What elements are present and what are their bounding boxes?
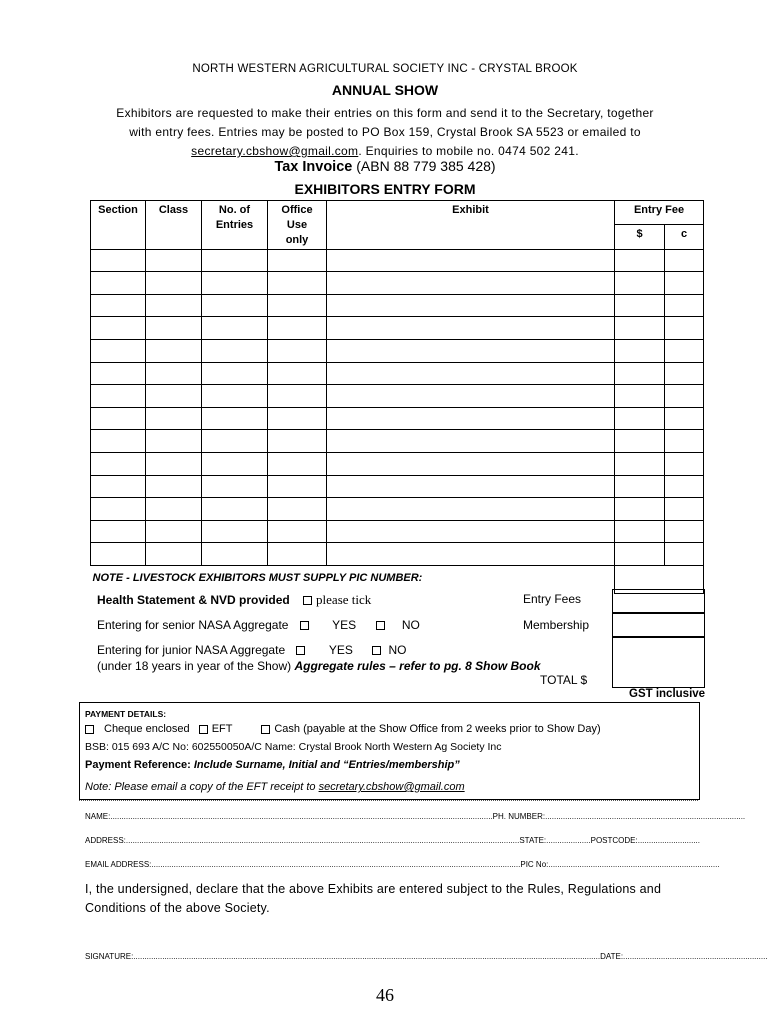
entry-cell[interactable] [202, 272, 268, 295]
phone-label: PH. NUMBER: [492, 812, 546, 821]
header-section: Section [91, 201, 146, 250]
entry-cell[interactable] [146, 339, 202, 362]
entry-cell[interactable] [268, 339, 327, 362]
junior-aggregate-row [97, 643, 407, 657]
entry-cell[interactable] [615, 317, 665, 340]
entry-cell[interactable] [665, 407, 704, 430]
entry-cell[interactable] [91, 362, 146, 385]
entry-cell[interactable] [327, 294, 615, 317]
entry-cell[interactable] [327, 452, 615, 475]
secretary-email-link[interactable]: secretary.cbshow@gmail.com [191, 144, 359, 158]
entry-cell[interactable] [327, 272, 615, 295]
entry-cell[interactable] [268, 543, 327, 566]
payment-reference-label: Payment Reference: [85, 759, 191, 771]
entry-cell[interactable] [327, 249, 615, 272]
entry-cell[interactable] [665, 362, 704, 385]
junior-yes-label: YES [328, 643, 353, 657]
entry-cell[interactable] [202, 475, 268, 498]
intro-text [0, 104, 770, 161]
page-number: 46 [376, 985, 394, 1005]
entry-cell[interactable] [268, 385, 327, 408]
tax-invoice-line [0, 158, 770, 175]
entry-cell[interactable] [146, 543, 202, 566]
entry-cell[interactable] [146, 430, 202, 453]
senior-aggregate-row [97, 618, 420, 632]
header-exhibit: Exhibit [327, 201, 615, 250]
intro-line-1: Exhibitors are requested to make their entries on this form and send it to the Secretary, together [116, 106, 654, 120]
entry-cell[interactable] [665, 317, 704, 340]
entry-cell[interactable] [91, 339, 146, 362]
entry-cell[interactable] [327, 520, 615, 543]
please-tick-label: please tick [316, 592, 372, 607]
entry-cell[interactable] [202, 317, 268, 340]
membership-amount[interactable] [612, 612, 705, 638]
entry-cell[interactable] [615, 407, 665, 430]
payment-reference-row [85, 759, 460, 771]
intro-line-2: with entry fees. Entries may be posted to PO Box 159, Crystal Brook SA 5523 or emailed to [129, 125, 641, 139]
entry-cell[interactable] [615, 385, 665, 408]
cheque-label: Cheque enclosed [104, 723, 190, 735]
header-entry-fee: Entry Fee [615, 201, 704, 225]
entry-cell[interactable] [327, 385, 615, 408]
entry-cell[interactable] [268, 452, 327, 475]
entry-cell[interactable] [615, 452, 665, 475]
table-row [91, 317, 704, 340]
signature-field[interactable]: SIGNATURE:..................................................................................................................................................................................................................DATE:................................................................. [85, 952, 768, 961]
payment-separator [79, 800, 698, 801]
entry-cell[interactable] [665, 498, 704, 521]
entry-cell[interactable] [665, 430, 704, 453]
junior-aggregate-label: Entering for junior NASA Aggregate [97, 643, 286, 657]
total-amount[interactable] [612, 636, 705, 688]
bank-details: BSB: 015 693 A/C No: 602550050A/C Name: Crystal Brook North Western Ag Society Inc [85, 741, 502, 753]
header-no-of-entries: No. of Entries [202, 201, 268, 250]
senior-no-label: NO [401, 618, 420, 632]
entry-cell[interactable] [615, 475, 665, 498]
entry-cell[interactable] [615, 272, 665, 295]
entry-cell[interactable] [146, 362, 202, 385]
entry-cell[interactable] [268, 272, 327, 295]
table-row [91, 385, 704, 408]
entry-cell[interactable] [615, 294, 665, 317]
header-fee-dollars: $ [615, 225, 665, 250]
entry-cell[interactable] [146, 520, 202, 543]
form-title: EXHIBITORS ENTRY FORM [294, 181, 476, 197]
header-office-use: Office Use only [268, 201, 327, 250]
senior-no-checkbox[interactable] [376, 621, 385, 630]
entry-cell[interactable] [91, 452, 146, 475]
entry-cell[interactable] [327, 475, 615, 498]
entry-cell[interactable] [268, 475, 327, 498]
health-statement-label: Health Statement & NVD provided [97, 593, 290, 607]
declaration-text: I, the undersigned, declare that the above Exhibits are entered subject to the Rules, Regulations and Conditions of the above Society. [85, 882, 662, 915]
entry-cell[interactable] [91, 294, 146, 317]
entry-cell[interactable] [665, 249, 704, 272]
entry-cell[interactable] [327, 430, 615, 453]
table-row [91, 452, 704, 475]
address-field[interactable]: ADDRESS:.................................................................................................................................................................................STATE:....................POSTCODE:............................ [85, 836, 700, 845]
table-row [91, 339, 704, 362]
total-label: TOTAL $ [540, 673, 588, 687]
intro-line-3-rest: . Enquiries to mobile no. 0474 502 241. [358, 144, 579, 158]
entry-cell[interactable] [146, 498, 202, 521]
table-row [91, 498, 704, 521]
table-row [91, 272, 704, 295]
state-label: STATE: [519, 836, 547, 845]
payment-details-title: PAYMENT DETAILS: [85, 709, 167, 719]
entry-cell[interactable] [268, 362, 327, 385]
show-title: ANNUAL SHOW [331, 82, 439, 98]
payment-details-box [79, 702, 700, 800]
eft-note-text: Note: Please email a copy of the EFT receipt to [85, 781, 316, 793]
organisation-name: NORTH WESTERN AGRICULTURAL SOCIETY INC - CRYSTAL BROOK [192, 63, 578, 75]
entry-cell[interactable] [146, 272, 202, 295]
entry-cell[interactable] [91, 430, 146, 453]
table-row [91, 294, 704, 317]
entry-cell[interactable] [615, 543, 665, 566]
cheque-checkbox[interactable] [85, 725, 94, 734]
junior-yes-checkbox[interactable] [296, 646, 305, 655]
entry-cell[interactable] [202, 520, 268, 543]
entry-cell[interactable] [665, 520, 704, 543]
health-statement-checkbox[interactable] [303, 596, 312, 605]
entry-cell[interactable] [202, 452, 268, 475]
junior-no-label: NO [388, 643, 407, 657]
entry-cell[interactable] [146, 407, 202, 430]
eft-label: EFT [211, 723, 233, 735]
entry-cell[interactable] [665, 272, 704, 295]
health-statement-row [97, 592, 371, 608]
entry-cell[interactable] [268, 430, 327, 453]
entry-cell[interactable] [91, 543, 146, 566]
name-field[interactable]: NAME:............................................................................................................................................................................PH. NUMBER:.......................................................................................... [85, 812, 746, 821]
entry-cell[interactable] [665, 339, 704, 362]
entry-cell[interactable] [202, 339, 268, 362]
entry-cell[interactable] [665, 452, 704, 475]
entry-cell[interactable] [91, 272, 146, 295]
senior-aggregate-label: Entering for senior NASA Aggregate [97, 618, 289, 632]
entry-cell[interactable] [268, 294, 327, 317]
entry-cell[interactable] [91, 385, 146, 408]
payment-reference-value: Include Surname, Initial and “Entries/membership” [193, 759, 460, 771]
abn-number: (ABN 88 779 385 428) [356, 158, 496, 174]
entry-cell[interactable] [665, 294, 704, 317]
entry-cell[interactable] [665, 385, 704, 408]
aggregate-rules-note: Aggregate rules – refer to pg. 8 Show Book [294, 659, 541, 673]
tax-invoice-label: Tax Invoice [274, 159, 353, 175]
eft-note-email[interactable]: secretary.cbshow@gmail.com [318, 781, 465, 793]
entry-cell[interactable] [615, 430, 665, 453]
table-row [91, 249, 704, 272]
table-row [91, 430, 704, 453]
eft-note-row [85, 781, 465, 793]
pic-label: PIC No: [520, 860, 549, 869]
entry-cell[interactable] [615, 362, 665, 385]
table-row [91, 475, 704, 498]
junior-note-text: (under 18 years in year of the Show) [97, 659, 292, 673]
entry-cell[interactable] [202, 385, 268, 408]
entry-cell[interactable] [202, 543, 268, 566]
header-fee-cents: c [665, 225, 704, 250]
junior-no-checkbox[interactable] [372, 646, 381, 655]
entry-cell[interactable] [146, 452, 202, 475]
entry-cell[interactable] [91, 520, 146, 543]
cash-checkbox[interactable] [261, 725, 270, 734]
entry-cell[interactable] [327, 317, 615, 340]
entry-cell[interactable] [202, 407, 268, 430]
entry-cell[interactable] [146, 294, 202, 317]
entry-cell[interactable] [202, 294, 268, 317]
entry-cell[interactable] [202, 498, 268, 521]
entry-cell[interactable] [146, 317, 202, 340]
table-row [91, 543, 704, 566]
entry-cell[interactable] [91, 407, 146, 430]
entry-cell[interactable] [146, 249, 202, 272]
table-row [91, 407, 704, 430]
entries-table [90, 200, 704, 594]
entry-cell[interactable] [327, 407, 615, 430]
entry-cell[interactable] [146, 475, 202, 498]
entry-rows [91, 249, 704, 565]
entry-cell[interactable] [91, 498, 146, 521]
junior-note [97, 659, 541, 673]
entry-fees-label: Entry Fees [523, 592, 582, 606]
email-field[interactable]: EMAIL ADDRESS:......................................................................................................................................................................PIC No:............................................................................. [85, 860, 720, 869]
table-row [91, 362, 704, 385]
entry-cell[interactable] [268, 407, 327, 430]
postcode-label: POSTCODE: [590, 836, 638, 845]
entry-cell[interactable] [268, 249, 327, 272]
entry-cell[interactable] [327, 362, 615, 385]
entry-cell[interactable] [665, 475, 704, 498]
table-row [91, 520, 704, 543]
payment-methods-row [85, 723, 601, 735]
date-label: DATE: [600, 952, 624, 961]
membership-label: Membership [523, 618, 590, 632]
senior-yes-label: YES [332, 618, 357, 632]
entry-cell[interactable] [91, 475, 146, 498]
entry-fees-amount[interactable] [612, 589, 705, 614]
entry-cell[interactable] [202, 249, 268, 272]
entry-cell[interactable] [91, 317, 146, 340]
entry-cell[interactable] [615, 498, 665, 521]
livestock-note: NOTE - LIVESTOCK EXHIBITORS MUST SUPPLY PIC NUMBER: [92, 571, 423, 584]
eft-checkbox[interactable] [199, 725, 208, 734]
entry-cell[interactable] [202, 362, 268, 385]
entry-cell[interactable] [665, 543, 704, 566]
entry-cell[interactable] [615, 249, 665, 272]
entry-cell[interactable] [146, 385, 202, 408]
entry-cell[interactable] [327, 339, 615, 362]
entry-cell[interactable] [268, 317, 327, 340]
entry-cell[interactable] [268, 498, 327, 521]
header-class: Class [146, 201, 202, 250]
entry-cell[interactable] [327, 498, 615, 521]
entry-cell[interactable] [91, 249, 146, 272]
entry-cell[interactable] [615, 339, 665, 362]
cash-label: Cash (payable at the Show Office from 2 weeks prior to Show Day) [274, 723, 601, 735]
entry-cell[interactable] [615, 520, 665, 543]
entry-cell[interactable] [327, 543, 615, 566]
senior-yes-checkbox[interactable] [300, 621, 309, 630]
entry-cell[interactable] [202, 430, 268, 453]
gst-inclusive-label: GST inclusive [629, 688, 706, 700]
entry-cell[interactable] [268, 520, 327, 543]
